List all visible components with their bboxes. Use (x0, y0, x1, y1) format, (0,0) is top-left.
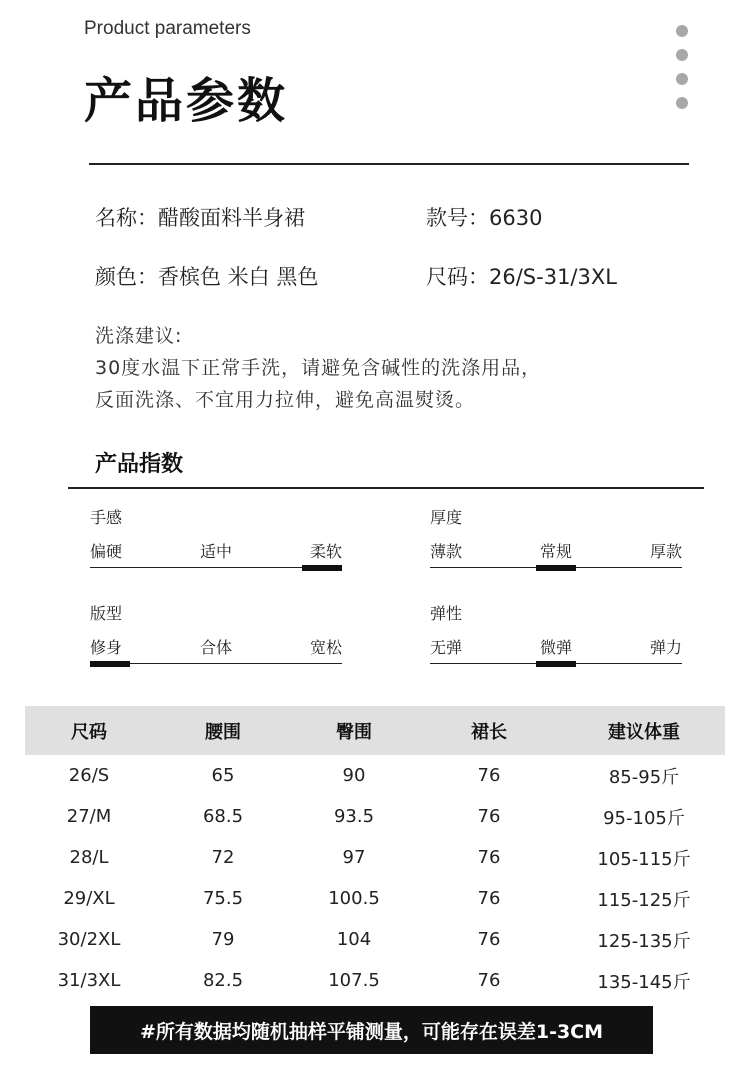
scale-option: 柔软 (309, 542, 342, 561)
table-cell: 97 (342, 847, 366, 868)
table-cell: 31/3XL (57, 970, 121, 991)
table-cell: 95-105斤 (603, 807, 685, 829)
table-cell: 76 (477, 970, 501, 991)
table-cell: 93.5 (333, 806, 375, 827)
table-cell: 26/S (68, 765, 110, 786)
scale-option: 无弹 (430, 638, 463, 657)
table-row (25, 919, 725, 960)
header-cell: 臀围 (336, 721, 372, 743)
scale-option: 微弹 (539, 638, 573, 657)
table-cell: 115-125斤 (597, 889, 691, 911)
english-title: Product parameters (84, 18, 251, 39)
table-row (25, 755, 725, 796)
scale-selected-marker (302, 565, 342, 571)
table-row (25, 837, 725, 878)
scale-label: 版型 (90, 604, 123, 623)
table-cell: 105-115斤 (597, 848, 691, 870)
table-row (25, 796, 725, 837)
table-cell: 125-135斤 (597, 930, 691, 952)
table-cell: 76 (477, 888, 501, 909)
table-cell: 107.5 (328, 970, 380, 991)
dot-icon (676, 25, 688, 37)
measurement-note: #所有数据均随机抽样平铺测量，可能存在误差1-3CM (90, 1006, 653, 1054)
scale-option: 常规 (539, 542, 573, 561)
table-row (25, 960, 725, 1001)
table-cell: 30/2XL (57, 929, 121, 950)
dot-icon (676, 97, 688, 109)
scale-option: 合体 (199, 638, 233, 657)
table-cell: 27/M (66, 806, 112, 827)
table-cell: 85-95斤 (608, 766, 680, 788)
table-cell: 100.5 (328, 888, 380, 909)
header-cell: 腰围 (205, 721, 241, 743)
table-cell: 76 (477, 847, 501, 868)
table-cell: 104 (336, 929, 372, 950)
index-section-title: 产品指数 (95, 452, 184, 477)
washing-line-2: 反面洗涤、不宜用力拉伸，避免高温熨烫。 (95, 389, 476, 411)
washing-line-1: 30度水温下正常手洗，请避免含碱性的洗涤用品， (95, 357, 542, 379)
table-header (25, 706, 725, 755)
size-range: 尺码：26/S-31/3XL (426, 265, 617, 289)
scale-label: 弹性 (430, 604, 463, 623)
scale-option: 弹力 (649, 638, 682, 657)
index-divider (68, 487, 704, 489)
table-row (25, 878, 725, 919)
scale-option: 修身 (90, 638, 123, 657)
header-cell: 尺码 (71, 721, 107, 743)
header-cell: 建议体重 (608, 721, 680, 743)
header-divider (89, 163, 689, 165)
scale-option: 薄款 (430, 542, 463, 561)
washing-title: 洗涤建议: (95, 325, 183, 347)
scale-option: 偏硬 (90, 542, 123, 561)
style-number: 款号：6630 (426, 206, 543, 230)
table-cell: 76 (477, 806, 501, 827)
product-name: 名称：醋酸面料半身裙 (95, 206, 305, 230)
size-table (25, 706, 725, 1001)
header-cell: 裙长 (471, 721, 507, 743)
dot-icon (676, 49, 688, 61)
table-cell: 75.5 (202, 888, 244, 909)
scale-label: 厚度 (430, 508, 463, 527)
table-cell: 29/XL (63, 888, 115, 909)
scale-selected-marker (90, 661, 130, 667)
table-cell: 82.5 (202, 970, 244, 991)
decorative-dots (676, 25, 688, 121)
scale-option: 厚款 (649, 542, 682, 561)
table-cell: 68.5 (202, 806, 244, 827)
page-title: 产品参数 (84, 73, 289, 129)
scale-option: 适中 (199, 542, 233, 561)
washing-instructions (95, 320, 541, 416)
scale-label: 手感 (90, 508, 123, 527)
dot-icon (676, 73, 688, 85)
table-cell: 28/L (69, 847, 109, 868)
table-cell: 65 (211, 765, 235, 786)
product-colors: 颜色：香槟色 米白 黑色 (95, 265, 319, 289)
table-cell: 79 (211, 929, 235, 950)
scale-selected-marker (536, 661, 576, 667)
table-cell: 90 (342, 765, 366, 786)
scale-option: 宽松 (309, 638, 342, 657)
scale-selected-marker (536, 565, 576, 571)
table-cell: 76 (477, 765, 501, 786)
table-cell: 72 (211, 847, 235, 868)
table-cell: 135-145斤 (597, 971, 691, 993)
table-cell: 76 (477, 929, 501, 950)
